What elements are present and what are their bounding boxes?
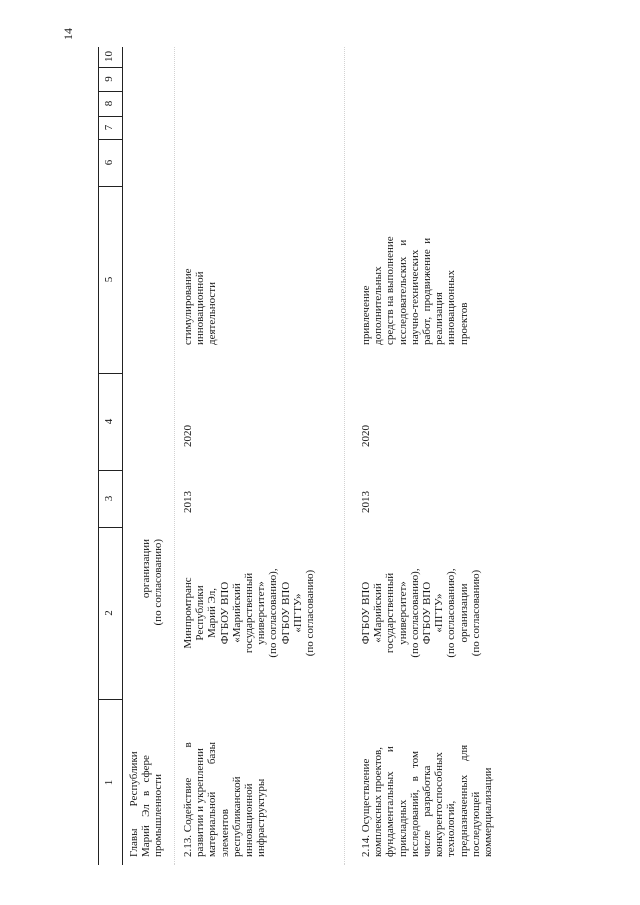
column-header-9: 9 xyxy=(98,67,122,92)
row-2-14-executor: ФГБОУ ВПО «Марийский государственный университет» (по согласованию), ФГБОУ ВПО «ПГТУ» (по согласованию), организации (по согласованию) xyxy=(360,568,482,658)
column-header-7: 7 xyxy=(98,116,122,140)
row-2-14-result: привлечение дополнительных средств на выполнение исследовательских и научно-технических работ, продвижение и реализация инновационных проектов xyxy=(360,236,470,345)
row-2-14-start-year: 2013 xyxy=(360,491,372,513)
row-2-13-result: стимулирование инновационной деятельности xyxy=(182,268,219,345)
column-header-2: 2 xyxy=(98,527,122,700)
column-header-1: 1 xyxy=(103,779,115,786)
column-header-10: 10 xyxy=(98,46,122,68)
row-2-13-activity: 2.13. Содействие в развитии и укреплении материальной базы элементов республиканской инновационной инфраструктуры xyxy=(182,741,268,857)
row-divider xyxy=(174,47,175,865)
column-header-3: 3 xyxy=(98,470,122,528)
row-divider xyxy=(344,47,345,865)
page-number: 14 xyxy=(61,28,75,40)
row-2-13-end-year: 2020 xyxy=(182,425,194,447)
row-2-13-executor: Минпромтранс Республики Марий Эл, ФГБОУ ВПО «Марийский государственный университет» (по согласованию), ФГБОУ ВПО «ПГТУ» (по согласованию) xyxy=(182,568,317,658)
row-1-activity: Главы Республики Марий Эл в сфере промышленности xyxy=(128,751,165,857)
column-header-4: 4 xyxy=(98,373,122,471)
rotated-table xyxy=(98,47,622,865)
table-header-bottom-border xyxy=(122,47,123,865)
row-1-executor: организации (по согласованию) xyxy=(140,539,165,626)
row-2-14-activity: 2.14. Осуществление комплексных проектов, фундаментальных и прикладных исследований, в том числе разработка конкурентоспособных технологий, предназначенных для последующей коммерциализации xyxy=(360,744,495,857)
column-header-8: 8 xyxy=(98,91,122,117)
row-2-14-end-year: 2020 xyxy=(360,425,372,447)
column-header-5: 5 xyxy=(98,186,122,374)
column-header-6: 6 xyxy=(98,139,122,187)
row-2-13-start-year: 2013 xyxy=(182,491,194,513)
